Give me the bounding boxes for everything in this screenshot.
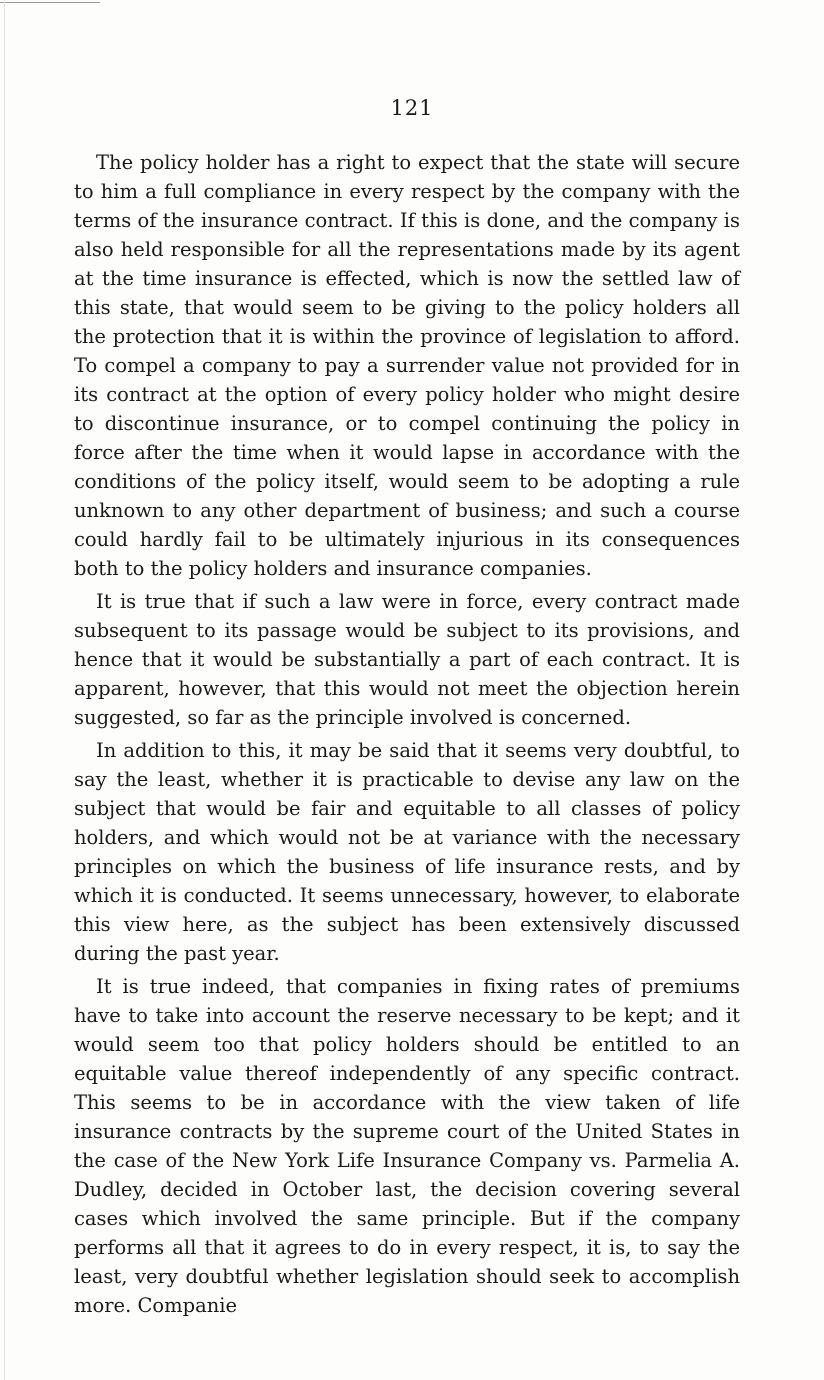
- paragraph-4: It is true indeed, that companies in fixing rates of premiums have to take into account the reserve necessary to be kept; and it would seem too that policy holders should be entitled to an equitable value thereof independently of any specific contract. This seems to be in accordance with the view taken of life insurance contracts by the supreme court of the United States in the case of the New York Life Insurance Company vs. Parmelia A. Dudley, decided in October last, the decision covering several cases which involved the same principle. But if the company performs all that it agrees to do in every respect, it is, to say the least, very doubtful whether legislation should seek to accomplish more. Companie: [74, 975, 740, 1317]
- page-number: 121: [390, 96, 434, 120]
- top-edge-rule: [0, 2, 100, 3]
- paragraph-1: The policy holder has a right to expect that the state will secure to him a full compliance in every respect by the company with the terms of the insurance contract. If this is done, and the company is also held responsible for all the representations made by its agent at the time insurance is effected, which is now the settled law of this state, that would seem to be giving to the policy holders all the protection that it is within the province of legislation to afford. To compel a company to pay a surrender value not provided for in its contract at the option of every policy holder who might desire to discontinue insurance, or to compel continuing the policy in force after the time when it would lapse in accordance with the conditions of the policy itself, would seem to be adopting a rule unknown to any other department of business; and such a course could hardly fail to be ultimately injurious in its consequences both to the policy holders and insurance companies.: [74, 151, 740, 580]
- body-text: [74, 148, 740, 1324]
- left-page-edge: [4, 0, 5, 1380]
- paragraph-2: It is true that if such a law were in force, every contract made subsequent to its passage would be subject to its provisions, and hence that it would be substantially a part of each contract. It is apparent, however, that this would not meet the objection herein suggested, so far as the principle involved is concerned.: [74, 590, 740, 729]
- paragraph-3: In addition to this, it may be said that it seems very doubtful, to say the least, whether it is practicable to devise any law on the subject that would be fair and equitable to all classes of policy holders, and which would not be at variance with the necessary principles on which the business of life insurance rests, and by which it is conducted. It seems unnecessary, however, to elaborate this view here, as the subject has been extensively discussed during the past year.: [74, 739, 740, 965]
